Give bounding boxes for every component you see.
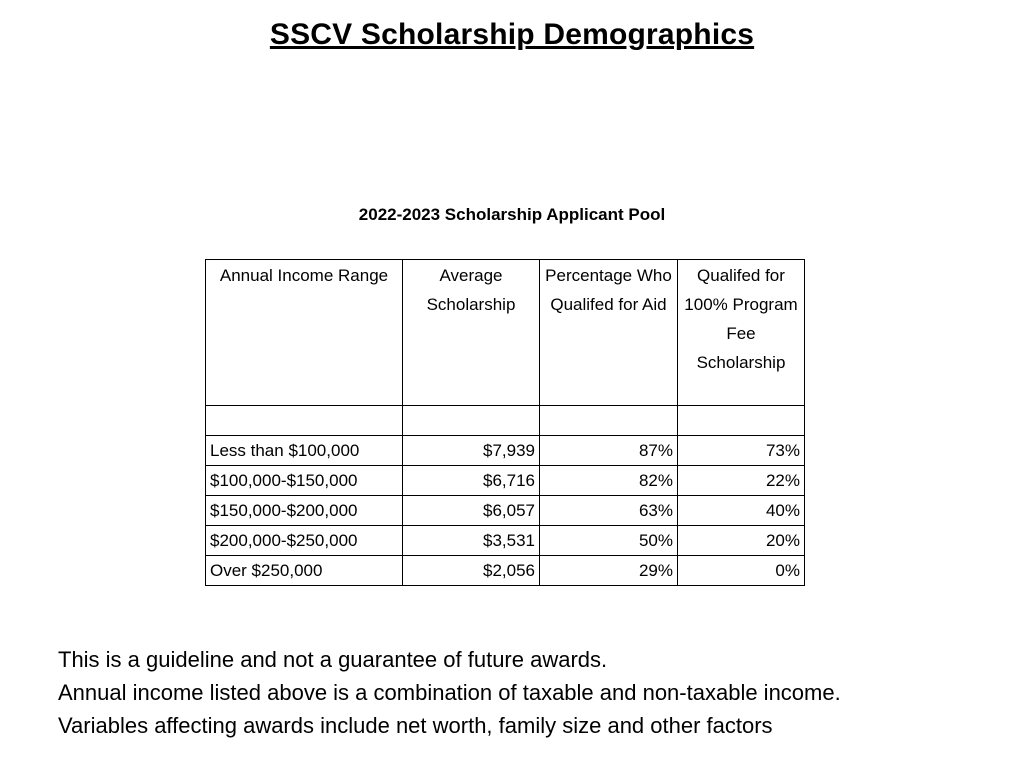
header-qualified-100-percent: Qualifed for 100% Program Fee Scholarship (678, 260, 805, 406)
table-row (206, 466, 805, 496)
income-range-cell: Less than $100,000 (206, 436, 403, 466)
percentage-qualified-cell: 82% (540, 466, 678, 496)
table-row (206, 556, 805, 586)
income-range-cell: $150,000-$200,000 (206, 496, 403, 526)
percentage-qualified-cell: 87% (540, 436, 678, 466)
qualified-100-cell: 20% (678, 526, 805, 556)
table-row (206, 496, 805, 526)
income-range-cell: $200,000-$250,000 (206, 526, 403, 556)
note-variables: Variables affecting awards include net worth, family size and other factors (58, 713, 773, 738)
average-scholarship-cell: $6,716 (403, 466, 540, 496)
qualified-100-cell: 40% (678, 496, 805, 526)
header-percentage-qualified: Percentage Who Qualifed for Aid (540, 260, 678, 406)
table-caption: 2022-2023 Scholarship Applicant Pool (358, 205, 666, 224)
average-scholarship-cell: $7,939 (403, 436, 540, 466)
table-row (206, 526, 805, 556)
header-average-scholarship: Average Scholarship (403, 260, 540, 406)
qualified-100-cell: 73% (678, 436, 805, 466)
footnotes (58, 643, 1018, 742)
table-spacer-row (206, 406, 805, 436)
percentage-qualified-cell: 29% (540, 556, 678, 586)
note-income-definition: Annual income listed above is a combination of taxable and non-taxable income. (58, 680, 841, 705)
average-scholarship-cell: $2,056 (403, 556, 540, 586)
qualified-100-cell: 0% (678, 556, 805, 586)
table-header-row (206, 260, 805, 406)
income-range-cell: $100,000-$150,000 (206, 466, 403, 496)
table-row (206, 436, 805, 466)
note-guideline: This is a guideline and not a guarantee of future awards. (58, 647, 608, 672)
percentage-qualified-cell: 50% (540, 526, 678, 556)
income-range-cell: Over $250,000 (206, 556, 403, 586)
page-title: SSCV Scholarship Demographics (269, 18, 755, 51)
average-scholarship-cell: $6,057 (403, 496, 540, 526)
qualified-100-cell: 22% (678, 466, 805, 496)
average-scholarship-cell: $3,531 (403, 526, 540, 556)
header-income-range: Annual Income Range (206, 260, 403, 406)
percentage-qualified-cell: 63% (540, 496, 678, 526)
applicant-pool-table (205, 259, 805, 586)
